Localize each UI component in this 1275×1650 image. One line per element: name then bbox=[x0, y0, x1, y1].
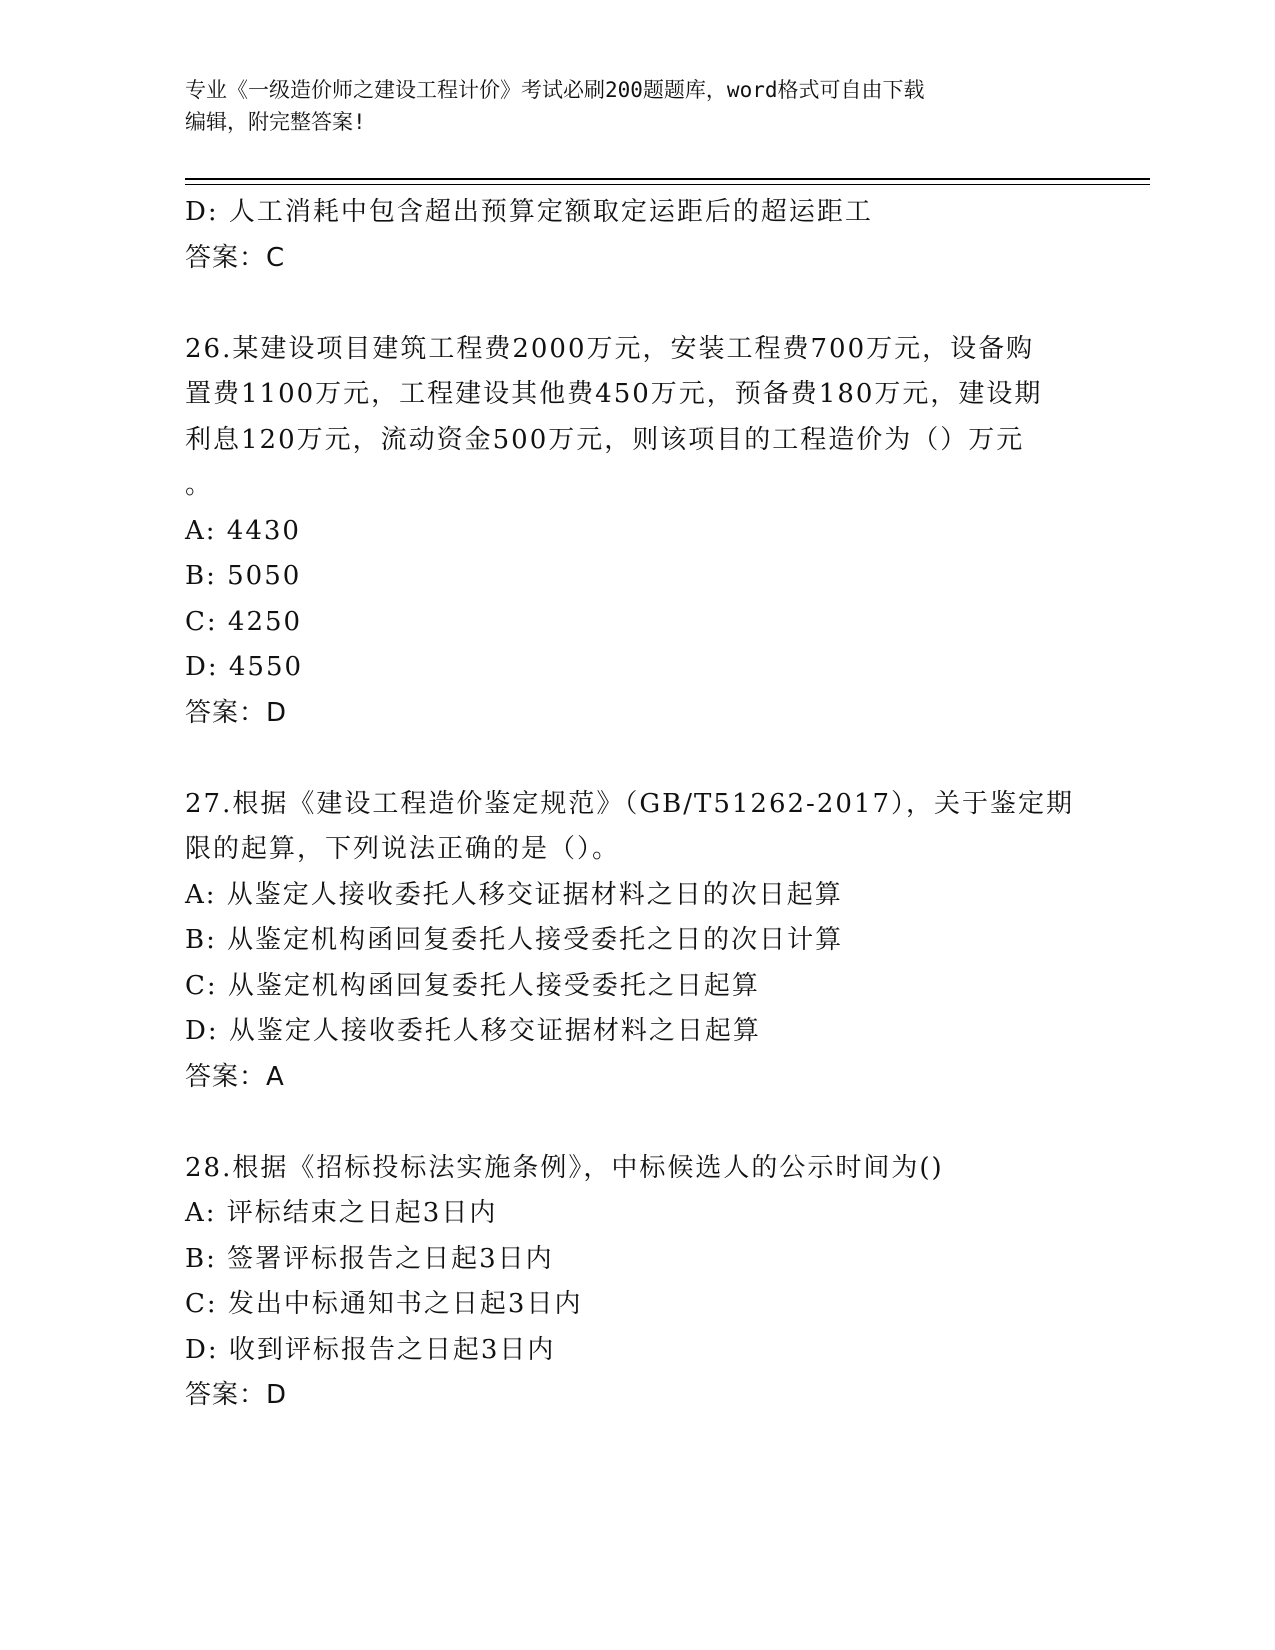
q25-option-d: D: 人工消耗中包含超出预算定额取定运距后的超运距工 bbox=[185, 197, 873, 227]
q27-stem-line: 27.根据《建设工程造价鉴定规范》（GB/T51262-2017），关于鉴定期 bbox=[185, 788, 1074, 819]
header-rule-thin bbox=[185, 184, 1150, 185]
document-body bbox=[185, 190, 1074, 1419]
q26-option-a: A: 4430 bbox=[185, 515, 301, 546]
q28-option-d: D: 收到评标报告之日起3日内 bbox=[185, 1334, 556, 1365]
q26-answer: 答案：D bbox=[185, 697, 288, 728]
spacer bbox=[185, 281, 1065, 327]
q27-option-c: C: 从鉴定机构函回复委托人接受委托之日起算 bbox=[185, 970, 760, 1001]
document-header bbox=[185, 74, 1065, 138]
spacer bbox=[185, 736, 1065, 782]
question-27 bbox=[185, 782, 1074, 1101]
q27-stem-line: 限的起算，下列说法正确的是（）。 bbox=[185, 834, 621, 864]
q27-answer: 答案：A bbox=[185, 1061, 285, 1092]
q26-stem-line: 置费1100万元，工程建设其他费450万元，预备费180万元，建设期 bbox=[185, 379, 1043, 409]
q26-stem-line: 。 bbox=[185, 470, 214, 500]
question-26 bbox=[185, 327, 1065, 737]
q27-option-b: B: 从鉴定机构函回复委托人接受委托之日的次日计算 bbox=[185, 925, 844, 955]
q27-option-a: A: 从鉴定人接收委托人移交证据材料之日的次日起算 bbox=[185, 879, 843, 910]
q27-option-d: D: 从鉴定人接收委托人移交证据材料之日起算 bbox=[185, 1016, 761, 1046]
header-line-1: 专业《一级造价师之建设工程计价》考试必刷200题题库，word格式可自由下载 bbox=[185, 78, 925, 102]
header-line-2: 编辑，附完整答案! bbox=[185, 110, 366, 134]
q28-option-a: A: 评标结束之日起3日内 bbox=[185, 1198, 498, 1228]
q28-option-b: B: 签署评标报告之日起3日内 bbox=[185, 1243, 554, 1274]
q26-option-d: D: 4550 bbox=[185, 652, 304, 682]
q26-option-b: B: 5050 bbox=[185, 561, 302, 591]
q26-stem-line: 利息120万元，流动资金500万元，则该项目的工程造价为（）万元 bbox=[185, 424, 1025, 455]
spacer bbox=[185, 1100, 1065, 1146]
q25-answer: 答案：C bbox=[185, 242, 286, 273]
q26-option-c: C: 4250 bbox=[185, 606, 303, 637]
question-28 bbox=[185, 1146, 1065, 1419]
q28-option-c: C: 发出中标通知书之日起3日内 bbox=[185, 1289, 583, 1319]
q28-stem-line: 28.根据《招标投标法实施条例》，中标候选人的公示时间为() bbox=[185, 1152, 944, 1183]
q26-stem-line: 26.某建设项目建筑工程费2000万元，安装工程费700万元，设备购 bbox=[185, 333, 1035, 364]
header-rule-thick bbox=[185, 178, 1150, 180]
q28-answer: 答案：D bbox=[185, 1380, 288, 1410]
